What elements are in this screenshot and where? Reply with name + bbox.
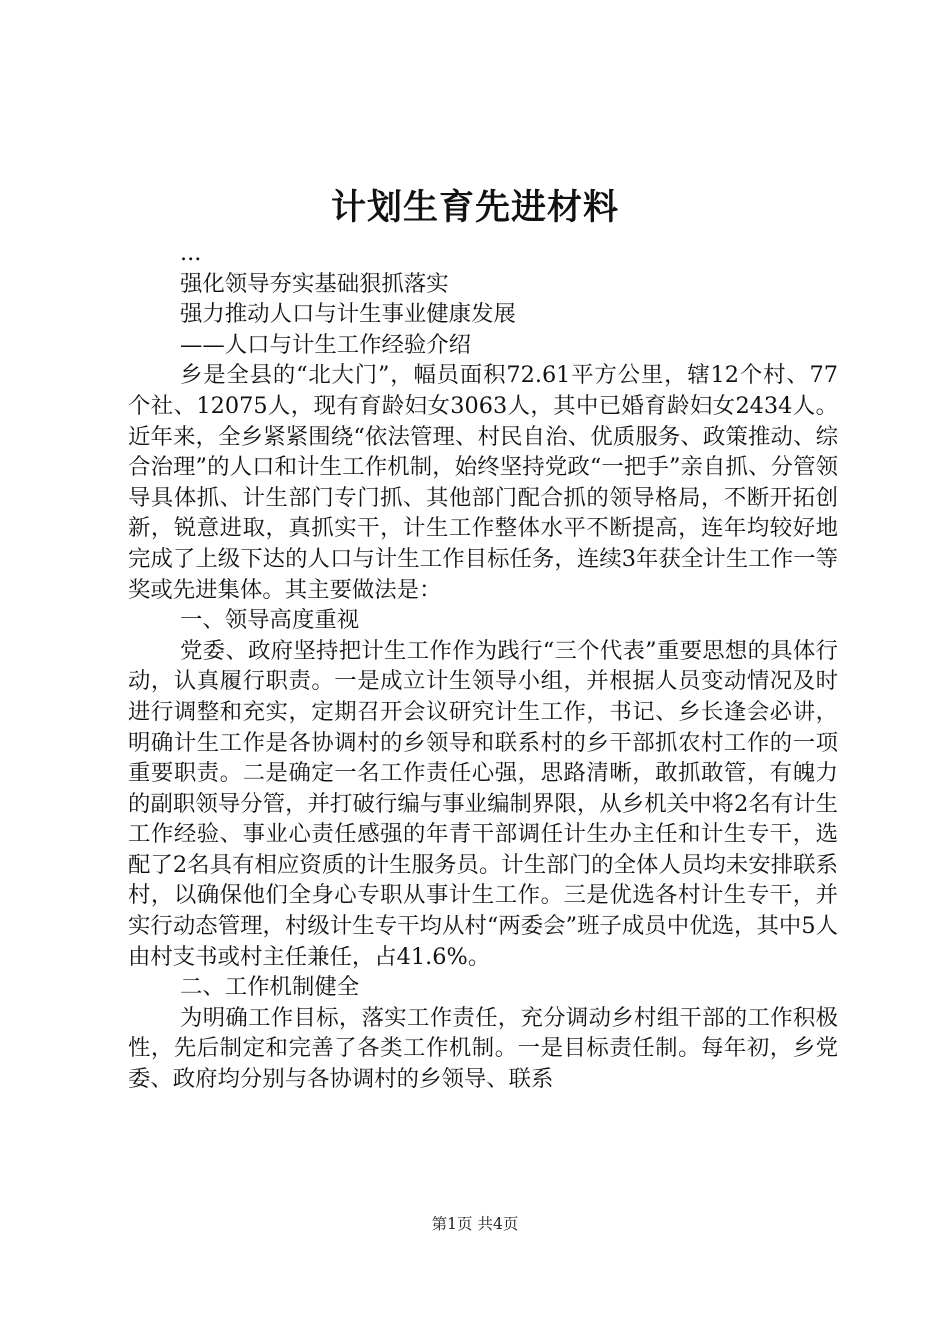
page-footer: 第1页 共4页 bbox=[431, 1215, 519, 1233]
paragraph-leadership: 党委、政府坚持把计生工作作为践行“三个代表”重要思想的具体行动，认真履行职责。一是成立计生领导小组，并根据人员变动情况及时进行调整和充实，定期召开会议研究计生工作，书记、乡长逢会必讲，明确计生工作是各协调村的乡领导和联系村的乡干部抓农村工作的一项重要职责。二是确定一名工作责任心强，思路清晰，敢抓敢管，有魄力的副职领导分管，并打破行编与事业编制界限，从乡机关中将2名有计生工作经验、事业心责任感强的年青干部调任计生办主任和计生专干，选配了2名具有相应资质的计生服务员。计生部门的全体人员均未安排联系村，以确保他们全身心专职从事计生工作。三是优选各村计生专干，并实行动态管理，村级计生专干均从村“两委会”班子成员中优选，其中5人由村支书或村主任兼任，占41.6%。 bbox=[128, 637, 838, 970]
document-title: 计划生育先进材料 bbox=[330, 188, 619, 228]
paragraph-intro: 乡是全县的“北大门”，幅员面积72.61平方公里，辖12个村、77个社、12075人，现有育龄妇女3063人，其中已婚育龄妇女2434人。近年来，全乡紧紧围绕“依法管理、村民自治、优质服务、政策推动、综合治理”的人口和计生工作机制，始终坚持党政“一把手”亲自抓、分管领导具体抓、计生部门专门抓、其他部门配合抓的领导格局，不断开拓创新，锐意进取，真抓实干，计生工作整体水平不断提高，连年均较好地完成了上级下达的人口与计生工作目标任务，连续3年获全计生工作一等奖或先进集体。其主要做法是： bbox=[128, 362, 838, 603]
paragraph-mechanism: 为明确工作目标，落实工作责任，充分调动乡村组干部的工作积极性，先后制定和完善了各类工作机制。一是目标责任制。每年初，乡党委、政府均分别与各协调村的乡领导、联系 bbox=[128, 1004, 838, 1093]
heading-line-1: 强化领导夯实基础狠抓落实 bbox=[180, 270, 449, 297]
ellipsis-line: ... bbox=[180, 240, 202, 266]
heading-line-2: 强力推动人口与计生事业健康发展 bbox=[180, 301, 516, 328]
section-heading-mechanism: 二、工作机制健全 bbox=[180, 974, 360, 1001]
heading-line-3: ——人口与计生工作经验介绍 bbox=[180, 331, 472, 358]
section-heading-leadership: 一、领导高度重视 bbox=[180, 607, 360, 634]
document-body bbox=[128, 238, 838, 1095]
